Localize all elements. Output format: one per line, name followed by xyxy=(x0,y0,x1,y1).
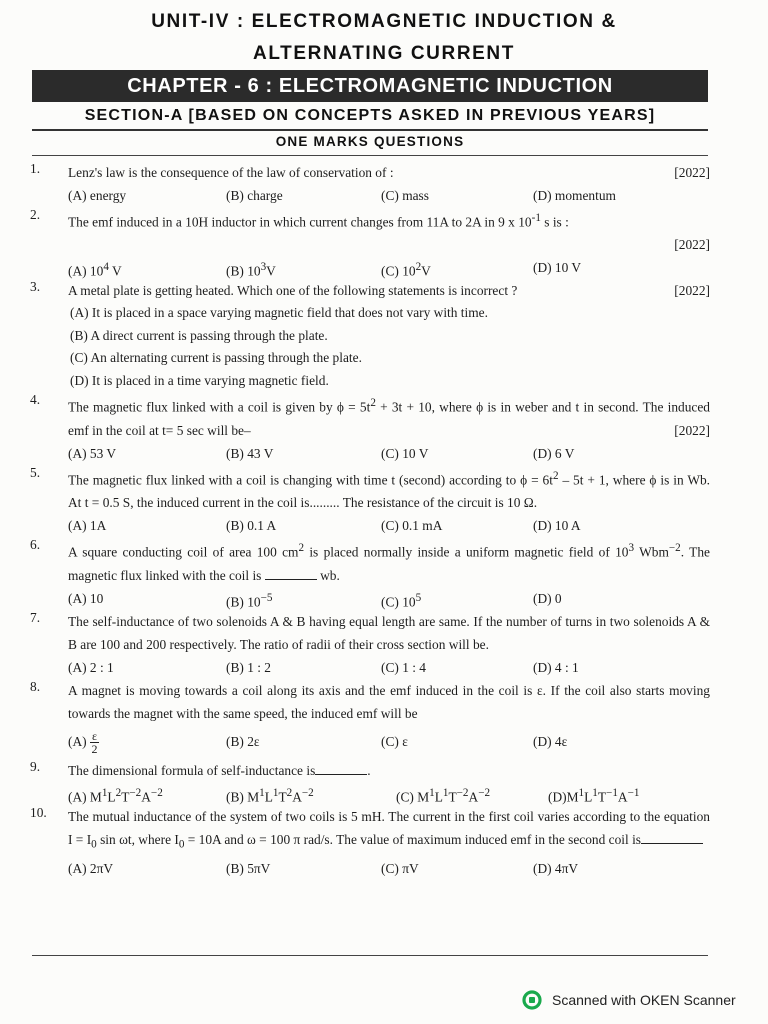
option-d: (D) 4ε xyxy=(533,733,568,749)
question-number: 2. xyxy=(30,207,41,222)
option-a: (A) 53 V xyxy=(68,445,117,461)
answer-blank xyxy=(641,831,703,844)
question-text: The mutual inductance of the system of two coils is 5 mH. The current in the first coil varies according to the equation $I = I_0$ sin ωt, where $I_0 = 10A$ and ω = 100 π rad/s. The value of maximum induced emf in the second coil is xyxy=(68,808,710,851)
option-b: (B) 1 : 2 xyxy=(226,659,272,675)
options-row xyxy=(68,587,710,610)
question-8 xyxy=(30,679,710,759)
question-text: The magnetic flux linked with a coil is changing with time t (second) according to $\phi = 6t^2 - 5t + 1$, where ϕ is in Wb. At t = 0.5 S, the induced current in the coil is......... The resistance of the circuit is 10 Ω. xyxy=(68,469,710,511)
option-a: (A) 10 xyxy=(68,590,104,606)
question-6 xyxy=(30,537,710,609)
question-number: 8. xyxy=(30,678,41,694)
option-d: (D) 6 V xyxy=(533,445,575,461)
question-number: 7. xyxy=(30,609,41,625)
options-row xyxy=(68,514,710,537)
option-c: (C) ε xyxy=(381,733,408,749)
option-b: (B) $10^3V$ xyxy=(226,261,276,279)
option-b: (B) $10^{-5}$ xyxy=(226,591,273,610)
options-row xyxy=(68,256,710,279)
option-c: (C) 10 V xyxy=(381,445,429,461)
option-b: (B) 43 V xyxy=(226,445,274,461)
question-year: [2022] xyxy=(674,283,710,299)
option-c: (C) πV xyxy=(381,860,419,876)
oken-scanner-logo-icon xyxy=(522,990,542,1010)
option-c: (C) An alternating current is passing through the plate. xyxy=(70,350,362,366)
chapter-heading: CHAPTER - 6 : ELECTROMAGNETIC INDUCTION xyxy=(32,70,708,102)
option-a: (A) It is placed in a space varying magnetic field that does not vary with time. xyxy=(70,305,488,321)
question-4 xyxy=(30,392,710,464)
question-text: A metal plate is getting heated. Which one of the following statements is incorrect ? xyxy=(68,283,518,299)
question-number: 4. xyxy=(30,392,41,408)
option-d: (D) 4 : 1 xyxy=(533,659,579,675)
option-a: (A) energy xyxy=(68,188,127,203)
option-c: (C) 0.1 mA xyxy=(381,518,443,534)
option-a: (A) $10^4$ V xyxy=(68,261,122,279)
question-year: [2022] xyxy=(674,422,710,438)
unit-title xyxy=(0,6,768,70)
scanner-watermark xyxy=(522,988,736,1012)
fraction: $\frac{\varepsilon}{2}$ xyxy=(91,729,98,757)
option-a: (A) $\frac{\varepsilon}{2}$ xyxy=(68,729,98,757)
option-b: (B) 5πV xyxy=(226,860,271,876)
question-number: 9. xyxy=(30,758,41,774)
answer-blank xyxy=(315,762,367,775)
option-b: (B) 2ε xyxy=(226,733,260,749)
question-number: 10. xyxy=(30,804,47,820)
section-heading: SECTION-A [BASED ON CONCEPTS ASKED IN PREVIOUS YEARS] xyxy=(32,103,708,131)
question-number: 6. xyxy=(30,537,41,553)
question-number: 5. xyxy=(30,464,41,480)
option-b: (B) 0.1 A xyxy=(226,518,277,534)
option-b: (B) charge xyxy=(226,188,283,203)
question-text: The emf induced in a 10H inductor in which current changes from 11A to 2A in 9 x $10^{-1}$ s is : xyxy=(68,212,569,230)
question-1 xyxy=(30,161,710,207)
question-text: The dimensional formula of self-inductance is . xyxy=(68,762,371,778)
scanner-text: Scanned with OKEN Scanner xyxy=(552,992,736,1008)
option-c: (C) 1 : 4 xyxy=(381,659,427,675)
options-row xyxy=(68,725,710,759)
question-text: Lenz's law is the consequence of the law of conservation of : xyxy=(68,165,394,180)
option-d: $(D)M^1L^1T^{-1}A^{-1}$ xyxy=(548,786,640,805)
question-text: The self-inductance of two solenoids A & B having equal length are same. If the number of turns in two solenoids A & B are 100 and 200 respectively. The ratio of radii of their cross section will be. xyxy=(68,613,710,652)
question-text: A magnet is moving towards a coil along its axis and the emf induced in the coil is ε. If the coil also starts moving towards the magnet with the same speed, the induced emf will be xyxy=(68,682,710,721)
option-c: (C) $M^1L^1T^{-2}A^{-2}$ xyxy=(396,786,491,805)
option-a: (A) 2 : 1 xyxy=(68,659,114,675)
option-a: (A) $M^1L^2T^{-2}A^{-2}$ xyxy=(68,786,163,805)
bottom-divider xyxy=(32,955,708,956)
question-number: 3. xyxy=(30,279,41,295)
question-5 xyxy=(30,465,710,537)
question-2 xyxy=(30,207,710,279)
question-year: [2022] xyxy=(674,237,710,253)
question-3 xyxy=(30,279,710,392)
option-c: (C) $10^5$ xyxy=(381,591,422,610)
option-b: (B) A direct current is passing through the plate. xyxy=(70,327,328,343)
question-9 xyxy=(30,759,710,805)
options-row xyxy=(68,184,710,207)
option-a: (A) 2πV xyxy=(68,860,114,876)
question-10 xyxy=(30,805,710,880)
options-row xyxy=(68,857,710,880)
question-text: A square conducting coil of area 100 $cm^2$ is placed normally inside a uniform magnetic field of $10^3$ Wbm$^{-2}$. The magnetic flux linked with the coil is wb. xyxy=(68,542,710,583)
question-7 xyxy=(30,610,710,679)
option-d: (D) 0 xyxy=(533,590,562,606)
option-c: (C) mass xyxy=(381,188,429,203)
option-d: (D) 10 A xyxy=(533,518,581,534)
option-d: (D) momentum xyxy=(533,188,616,203)
question-number: 1. xyxy=(30,161,41,176)
question-year: [2022] xyxy=(674,165,710,180)
option-d: (D) It is placed in a time varying magnetic field. xyxy=(70,372,329,388)
unit-title-line2: ALTERNATING CURRENT xyxy=(253,43,515,64)
unit-title-line1: UNIT-IV : ELECTROMAGNETIC INDUCTION & xyxy=(151,11,617,32)
option-a: (A) 1A xyxy=(68,518,107,534)
options-row xyxy=(68,656,710,679)
question-list xyxy=(30,161,710,880)
option-c: (C) $10^2V$ xyxy=(381,261,431,279)
option-d: (D) 10 V xyxy=(533,260,582,276)
subsection-heading: ONE MARKS QUESTIONS xyxy=(275,134,465,149)
options-row xyxy=(68,782,710,805)
answer-blank xyxy=(265,567,317,580)
option-d: (D) 4πV xyxy=(533,860,579,876)
top-divider xyxy=(32,155,708,156)
question-text: The magnetic flux linked with a coil is given by $\phi = 5t^2 + 3t + 10$, where ϕ is in weber and t in second. The induced emf in the coil at t= 5 sec will be– [2022] xyxy=(68,392,710,441)
options-row xyxy=(68,442,710,465)
option-b: (B) $M^1L^1T^2A^{-2}$ xyxy=(226,786,314,805)
